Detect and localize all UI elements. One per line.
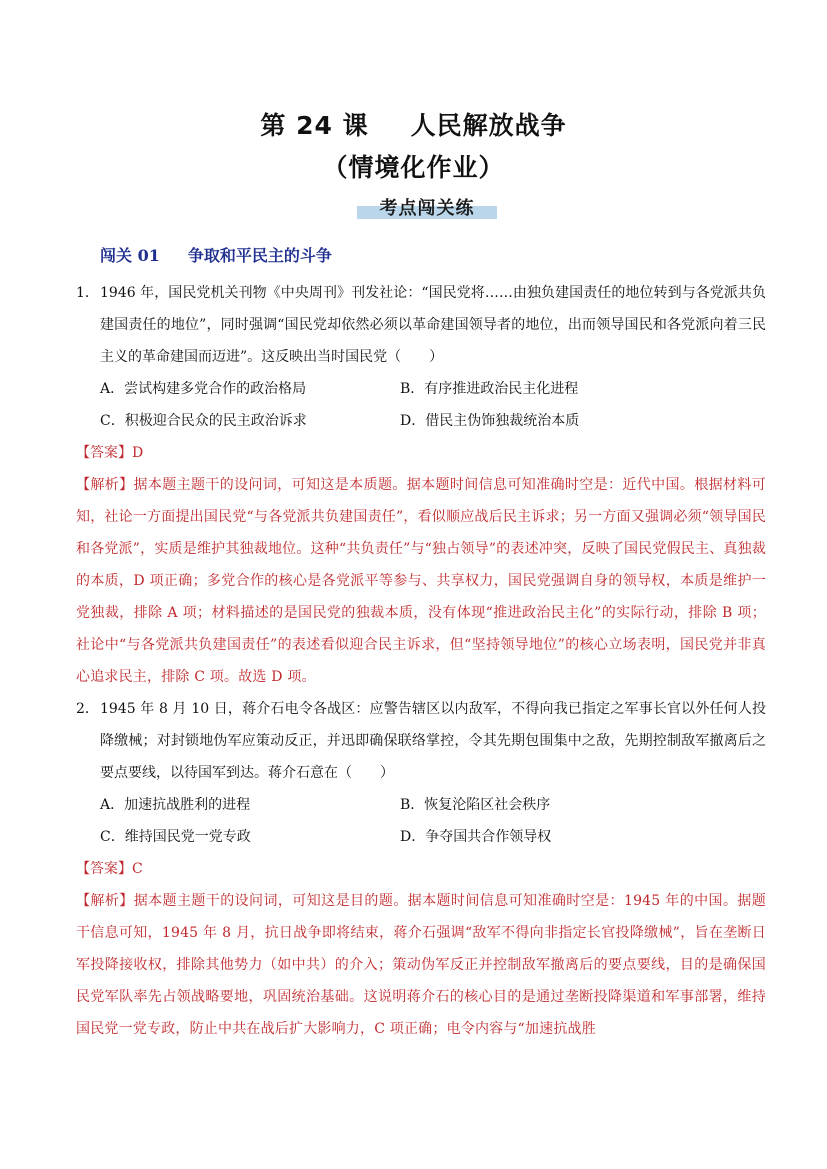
answer-label: 【答案】 <box>76 445 132 461</box>
option-a: A．加速抗战胜利的进程 <box>100 797 251 813</box>
banner-label: 考点闯关练 <box>379 198 475 219</box>
section-label: 闯关 01 <box>100 246 160 265</box>
options-row <box>76 789 766 821</box>
analysis-block <box>76 885 766 1045</box>
question-stem <box>76 693 766 789</box>
analysis-label: 【解析】 <box>76 477 134 493</box>
answer-line <box>76 853 766 885</box>
option-b: B．有序推进政治民主化进程 <box>400 381 579 397</box>
section-banner <box>357 192 497 222</box>
question-2 <box>76 693 766 1045</box>
options-row <box>76 821 766 853</box>
question-text: 1945 年 8 月 10 日，蒋介石电令各战区：应警告辖区以内敌军，不得向我已指定之军事长官以外任何人投降缴械；对封锁地伪军应策动反正，并迅即确保联络掌控，令其先期包围集中之敌，先期控制敌军撤离后之要点要线，以待国军到达。蒋介石意在（ ） <box>100 701 766 781</box>
options-row <box>76 405 766 437</box>
answer-line <box>76 437 766 469</box>
question-number: 2． <box>76 701 99 717</box>
analysis-block <box>76 469 766 693</box>
option-d: D．借民主伪饰独裁统治本质 <box>400 413 580 429</box>
analysis-label: 【解析】 <box>76 893 134 909</box>
question-text: 1946 年，国民党机关刊物《中央周刊》刊发社论：“国民党将……由独负建国责任的地位转到与各党派共负建国责任的地位”，同时强调“国民党却依然必须以革命建国领导者的地位，出而领导国民和各党派向着三民主义的革命建国而迈进”。这反映出当时国民党（ ） <box>100 285 766 365</box>
lesson-number: 第 24 课 <box>260 111 369 140</box>
lesson-topic: 人民解放战争 <box>410 111 567 140</box>
option-b: B．恢复沦陷区社会秩序 <box>400 797 551 813</box>
page-title <box>0 106 827 142</box>
section-heading <box>100 243 332 266</box>
options-row <box>76 373 766 405</box>
answer-value: C <box>132 861 143 877</box>
option-a: A．尝试构建多党合作的政治格局 <box>100 381 307 397</box>
question-stem <box>76 277 766 373</box>
option-d: D．争夺国共合作领导权 <box>400 829 552 845</box>
question-number: 1． <box>76 285 99 301</box>
page-subtitle: （情境化作业） <box>322 153 505 182</box>
answer-value: D <box>132 445 144 461</box>
analysis-text: 据本题主题干的设问词，可知这是目的题。据本题时间信息可知准确时空是：1945 年的中国。据题干信息可知，1945 年 8 月，抗日战争即将结束，蒋介石强调“敌军不得向非指定长官投降缴械”，旨在垄断日军投降接收权，排除其他势力（如中共）的介入；策动伪军反正并控制敌军撤离后的要点要线，目的是确保国民党军队率先占领战略要地，巩固统治基础。这说明蒋介石的核心目的是通过垄断投降渠道和军事部署，维持国民党一党专政，防止中共在战后扩大影响力，C 项正确；电令内容与“加速抗战胜 <box>76 893 766 1037</box>
question-list <box>76 277 766 1045</box>
section-title: 争取和平民主的斗争 <box>187 246 332 265</box>
answer-label: 【答案】 <box>76 861 132 877</box>
analysis-text: 据本题主题干的设问词，可知这是本质题。据本题时间信息可知准确时空是：近代中国。根据材料可知，社论一方面提出国民党“与各党派共负建国责任”，看似顺应战后民主诉求；另一方面又强调必须“领导国民和各党派”，实质是维护其独裁地位。这种“共负责任”与“独占领导”的表述冲突，反映了国民党假民主、真独裁的本质，D 项正确；多党合作的核心是各党派平等参与、共享权力，国民党强调自身的领导权，本质是维护一党独裁，排除 A 项；材料描述的是国民党的独裁本质，没有体现“推进政治民主化”的实际行动，排除 B 项；社论中“与各党派共负建国责任”的表述看似迎合民主诉求，但“坚持领导地位”的核心立场表明，国民党并非真心追求民主，排除 C 项。故选 D 项。 <box>76 477 766 685</box>
question-1 <box>76 277 766 693</box>
option-c: C．维持国民党一党专政 <box>100 829 251 845</box>
option-c: C．积极迎合民众的民主政治诉求 <box>100 413 307 429</box>
